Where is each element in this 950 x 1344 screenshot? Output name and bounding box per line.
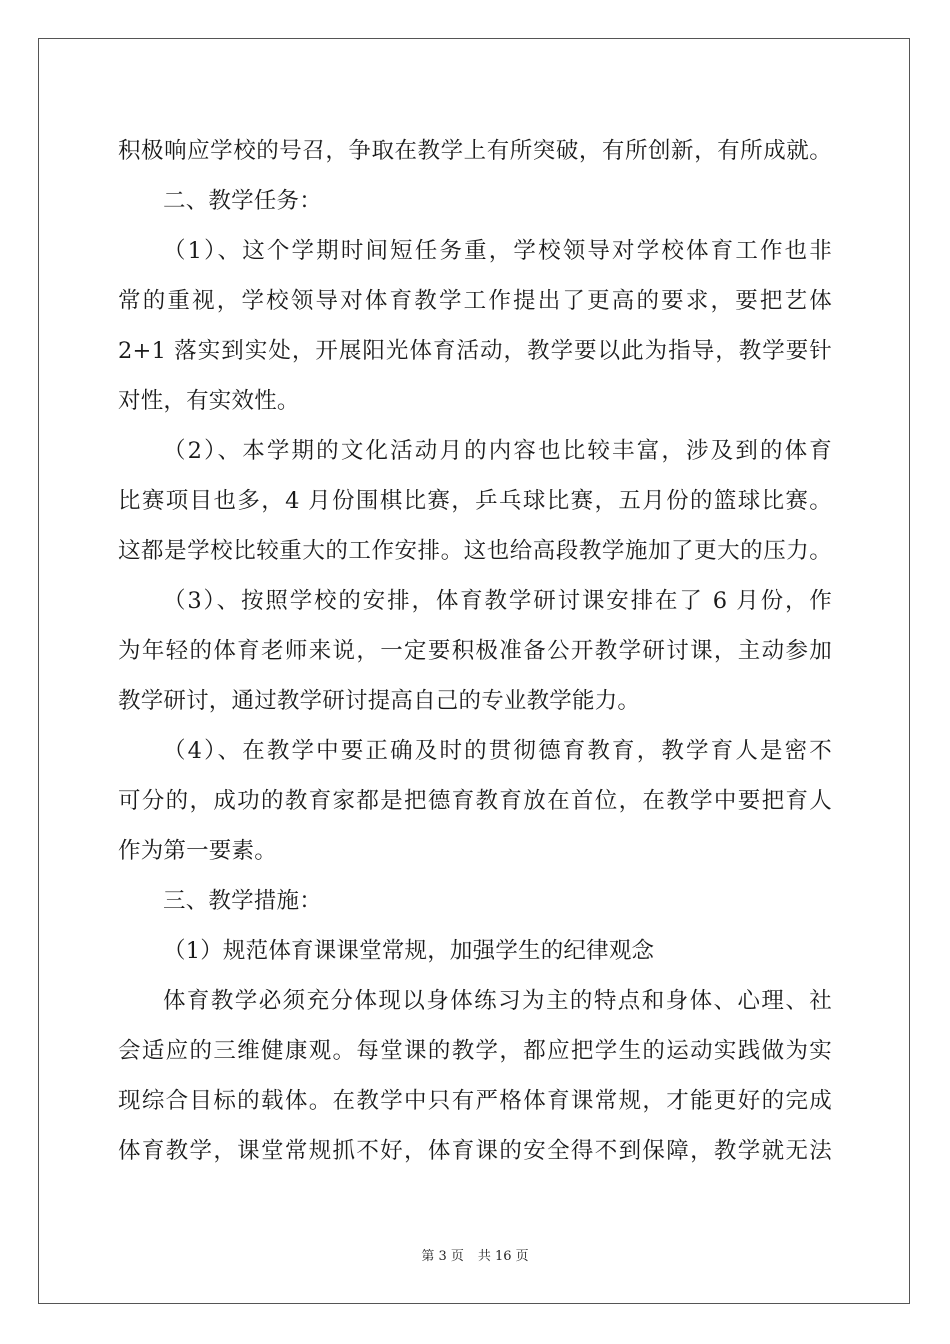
paragraph-line: 这都是学校比较重大的工作安排。这也给高段教学施加了更大的压力。 [118,538,832,564]
page-total: 共 16 页 [477,1249,529,1264]
paragraph-line: 对性，有实效性。 [118,388,300,414]
paragraph-line: （1）、这个学期时间短任务重，学校领导对学校体育工作也非 [163,238,832,264]
paragraph-line: 体育教学，课堂常规抓不好，体育课的安全得不到保障，教学就无法 [118,1138,832,1164]
paragraph-line: 教学研讨，通过教学研讨提高自己的专业教学能力。 [118,688,641,714]
section-heading: 三、教学措施： [163,888,322,914]
paragraph-line: 会适应的三维健康观。每堂课的教学，都应把学生的运动实践做为实 [118,1038,832,1064]
paragraph-line: 可分的，成功的教育家都是把德育教育放在首位，在教学中要把育人 [118,788,832,814]
subsection-heading: （1）规范体育课课堂常规，加强学生的纪律观念 [163,938,655,964]
paragraph-line: 比赛项目也多，4 月份围棋比赛，乒乓球比赛，五月份的篮球比赛。 [118,488,832,514]
paragraph-line: 为年轻的体育老师来说，一定要积极准备公开教学研讨课，主动参加 [118,638,832,664]
paragraph-line: 作为第一要素。 [118,838,277,864]
paragraph-line: （2）、本学期的文化活动月的内容也比较丰富，涉及到的体育 [163,438,832,464]
paragraph-line: 2+1 落实到实处，开展阳光体育活动，教学要以此为指导，教学要针 [118,338,832,364]
paragraph-line: 现综合目标的载体。在教学中只有严格体育课常规，才能更好的完成 [118,1088,832,1114]
page-footer [0,1245,950,1264]
paragraph-line: （3）、按照学校的安排，体育教学研讨课安排在了 6 月份，作 [163,588,832,614]
paragraph-line: 积极响应学校的号召，争取在教学上有所突破，有所创新，有所成就。 [118,138,832,164]
section-heading: 二、教学任务： [163,188,322,214]
paragraph-line: 体育教学必须充分体现以身体练习为主的特点和身体、心理、社 [163,988,832,1014]
paragraph-line: （4）、在教学中要正确及时的贯彻德育教育，教学育人是密不 [163,738,832,764]
paragraph-line: 常的重视，学校领导对体育教学工作提出了更高的要求，要把艺体 [118,288,832,314]
page-number: 第 3 页 [421,1249,464,1264]
